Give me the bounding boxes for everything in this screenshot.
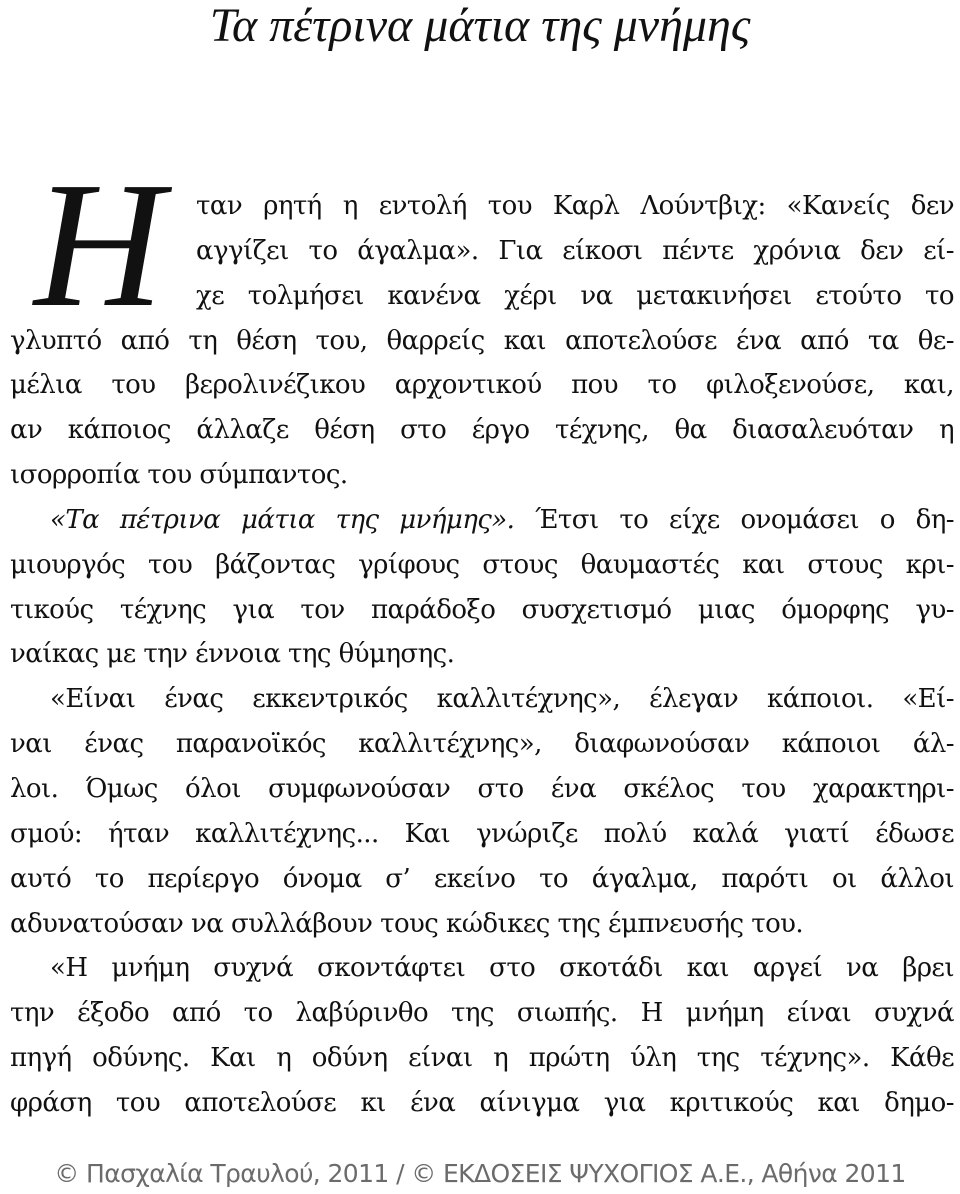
text-line [10, 498, 954, 543]
text-line: μιουργός του βάζοντας γρίφους στους θαυμαστές και στους κρι- [10, 549, 954, 580]
chapter-title: Τα πέτρινα μάτια της μνήμης [209, 0, 751, 52]
text-line: χε τολμήσει κανένα χέρι να μετακινήσει ετούτο το [196, 280, 954, 311]
text-line: την έξοδο από το λαβύρινθο της σιωπής. Η μνήμη είναι συχνά [10, 998, 954, 1029]
text-line: ναίκας με την έννοια της θύμησης. [10, 639, 455, 670]
copyright-notice: © Πασχαλία Τραυλού, 2011 / © ΕΚΔΟΣΕΙΣ ΨΥΧΟΓΙΟΣ Α.Ε., Αθήνα 2011 [54, 1159, 906, 1188]
text-line: ταν ρητή η εντολή του Καρλ Λούντβιχ: «Κανείς δεν [196, 191, 954, 221]
text-line: φράση του αποτελούσε κι ένα αίνιγμα για κριτικούς και δημο- [10, 1087, 954, 1118]
text-line: γλυπτό από τη θέση του, θαρρείς και αποτελούσε ένα από τα θε- [10, 325, 954, 356]
text-line: ναι ένας παρανοϊκός καλλιτέχνης», διαφωνούσαν κάποιοι άλ- [10, 729, 954, 760]
text-line: αν κάποιος άλλαζε θέση στο έργο τέχνης, θα διασαλευόταν η [10, 415, 954, 446]
drop-cap-letter: Η [34, 145, 164, 344]
text-line: σμού: ήταν καλλιτέχνης... Και γνώριζε πολύ καλά γιατί έδωσε [10, 818, 954, 849]
body-text [10, 184, 954, 1126]
text-line: αγγίζει το άγαλμα». Για είκοσι πέντε χρόνια δεν εί- [196, 235, 954, 266]
text-line: «Είναι ένας εκκεντρικός καλλιτέχνης», έλεγαν κάποιοι. «Εί- [50, 684, 954, 715]
text-line: αυτό το περίεργο όνομα σ’ εκείνο το άγαλμα, παρότι οι άλλοι [10, 863, 954, 894]
text-line-rest: Έτσι το είχε ονομάσει ο δη- [514, 504, 954, 535]
text-line: τικούς τέχνης για τον παράδοξο συσχετισμό μιας όμορφης γυ- [10, 594, 954, 625]
text-line: μέλια του βερολινέζικου αρχοντικού που το φιλοξενούσε, και, [10, 370, 954, 401]
text-line: πηγή οδύνης. Και η οδύνη είναι η πρώτη ύλη της τέχνης». Κάθε [10, 1043, 954, 1074]
artwork-title: «Τα πέτρινα μάτια της μνήμης». [50, 504, 515, 535]
text-line: αδυνατούσαν να συλλάβουν τους κώδικες της έμπνευσής του. [10, 908, 804, 939]
text-line: λοι. Όμως όλοι συμφωνούσαν στο ένα σκέλος του χαρακτηρι- [10, 773, 954, 804]
text-line: ισορροπία του σύμπαντος. [10, 460, 348, 491]
text-line: «Η μνήμη συχνά σκοντάφτει στο σκοτάδι και αργεί να βρει [50, 953, 954, 984]
